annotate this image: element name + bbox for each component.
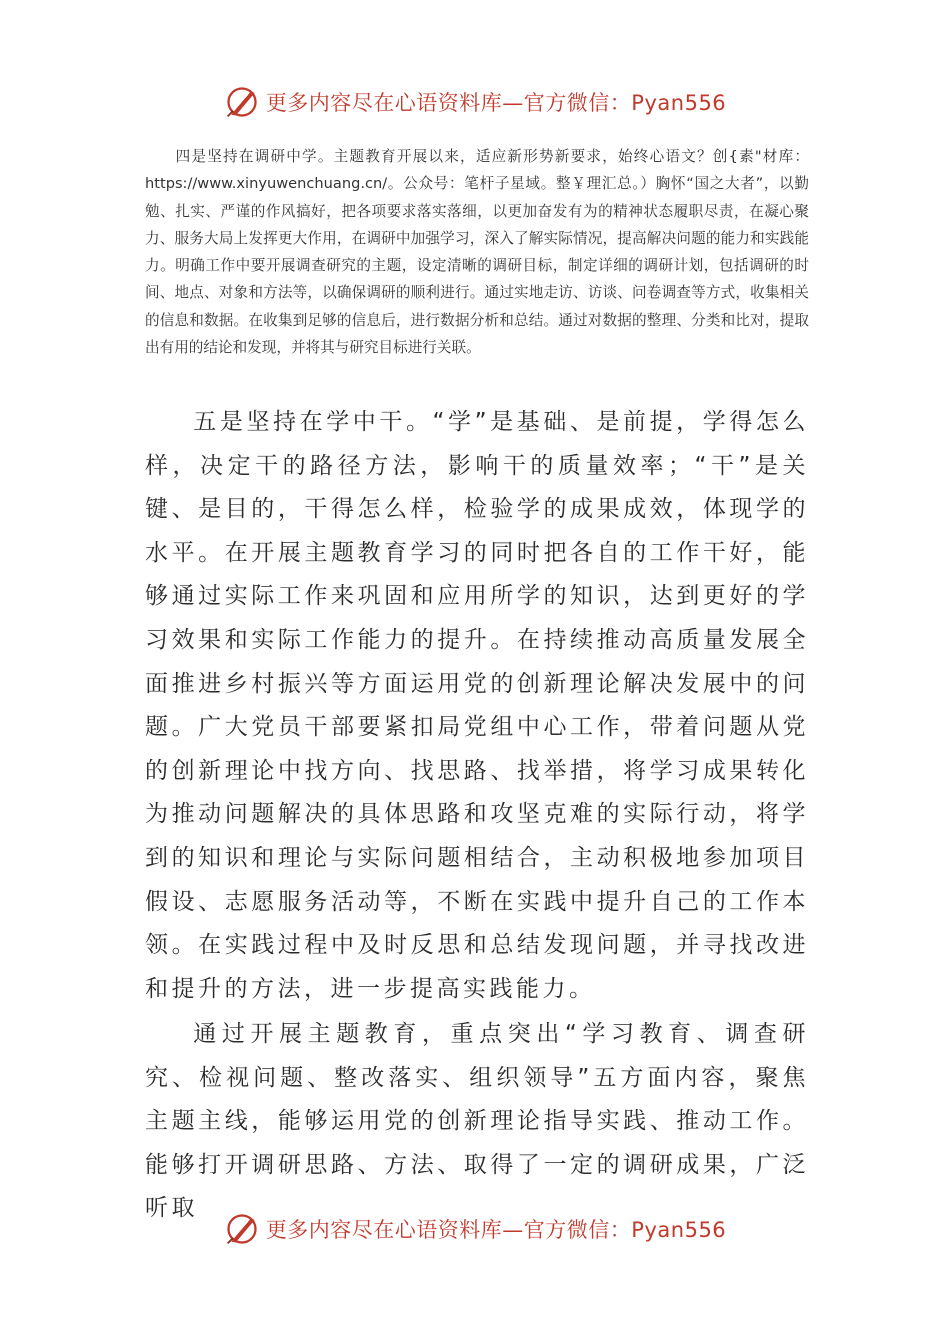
footer-banner-text: 更多内容尽在心语资料库—官方微信：Pyan556: [265, 1218, 727, 1242]
paragraph-conclusion: 通过开展主题教育，重点突出“学习教育、调查研究、检视问题、整改落实、组织领导”五方面内容，聚焦主题主线，能够运用党的创新理论指导实践、推动工作。能够打开调研思路、方法、取得了一定的调研成果，广泛听取: [145, 1021, 809, 1222]
quill-pen-logo-icon: [224, 1211, 260, 1247]
quill-pen-logo-icon: [224, 84, 260, 120]
header-banner: [0, 82, 950, 122]
footer-banner: [0, 1209, 950, 1249]
paragraph-research: 四是坚持在调研中学。主题教育开展以来，适应新形势新要求，始终心语文？创{素"材库：https://www.xinyuwenchuang.cn/。公众号：笔杆子星域。整￥理汇总。）胸怀“国之大者”，以勤勉、扎实、严谨的作风搞好，把各项要求落实落细，以更加奋发有为的精神状态履职尽责，在凝心聚力、服务大局上发挥更大作用，在调研中加强学习，深入了解实际情况，提高解决问题的能力和实践能力。明确工作中要开展调查研究的主题，设定清晰的调研目标，制定详细的调研计划，包括调研的时间、地点、对象和方法等，以确保调研的顺利进行。通过实地走访、访谈、问卷调查等方式，收集相关的信息和数据。在收集到足够的信息后，进行数据分析和总结。通过对数据的整理、分类和比对，提取出有用的结论和发现，并将其与研究目标进行关联。: [145, 148, 809, 357]
header-banner-text: 更多内容尽在心语资料库—官方微信：Pyan556: [265, 91, 727, 115]
paragraph-practice: 五是坚持在学中干。“学”是基础、是前提，学得怎么样，决定干的路径方法，影响干的质量效率；“干”是关键、是目的，干得怎么样，检验学的成果成效，体现学的水平。在开展主题教育学习的同时把各自的工作干好，能够通过实际工作来巩固和应用所学的知识，达到更好的学习效果和实际工作能力的提升。在持续推动高质量发展全面推进乡村振兴等方面运用党的创新理论解决发展中的问题。广大党员干部要紧扣局党组中心工作，带着问题从党的创新理论中找方向、找思路、找举措，将学习成果转化为推动问题解决的具体思路和攻坚克难的实际行动，将学到的知识和理论与实际问题相结合，主动积极地参加项目假设、志愿服务活动等，不断在实践中提升自己的工作本领。在实践过程中及时反思和总结发现问题，并寻找改进和提升的方法，进一步提高实践能力。: [145, 409, 809, 1002]
